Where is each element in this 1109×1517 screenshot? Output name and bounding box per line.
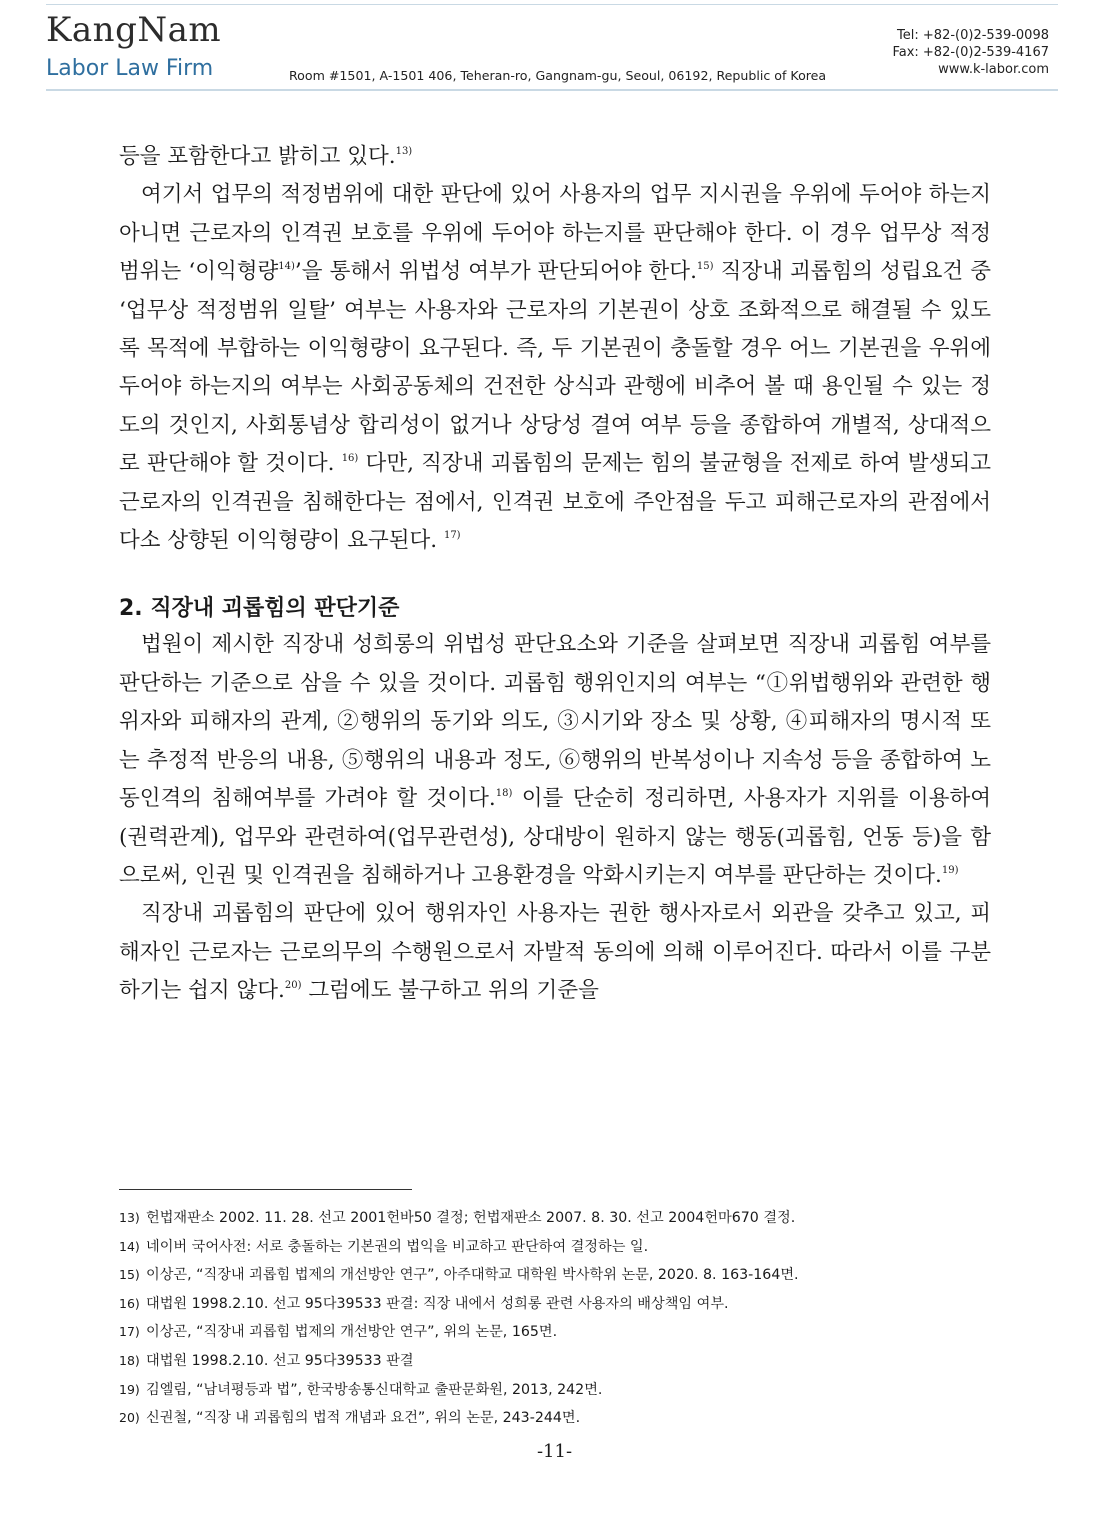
header-top-rule: [46, 4, 1058, 5]
paragraph-criteria: [119, 626, 991, 895]
footnote-ref: 17): [443, 530, 461, 542]
firm-contact: [892, 27, 1049, 78]
footnote-item: [119, 1376, 1019, 1405]
footnote-ref: 15): [696, 261, 714, 273]
footnote-item: [119, 1233, 1019, 1262]
footnote-separator: [119, 1189, 412, 1190]
document-body: [119, 138, 991, 1011]
paragraph-text: 다만, 직장내 괴롭힘의 문제는 힘의 불균형을 전제로 하여 발생되고 근로자의 인격권을 침해한다는 점에서, 인격권 보호에 주안점을 두고 피해근로자의 관점에서 다소 상향된 이익형량이 요구된다.: [119, 451, 992, 554]
paragraph-appropriate-scope: [119, 176, 991, 560]
footnote-text: 이상곤, “직장내 괴롭힘 법제의 개선방안 연구”, 위의 논문, 165면.: [146, 1324, 558, 1341]
footnote-text: 김엘림, “남녀평등과 법”, 한국방송통신대학교 출판문화원, 2013, 242면.: [146, 1381, 603, 1398]
footnote-item: [119, 1404, 1019, 1433]
firm-website: www.k-labor.com: [938, 62, 1049, 77]
footnote-number: 14): [119, 1238, 140, 1254]
footnote-text: 대법원 1998.2.10. 선고 95다39533 판결: 직장 내에서 성희롱 관련 사용자의 배상책임 여부.: [146, 1295, 729, 1312]
firm-address: Room #1501, A-1501 406, Teheran-ro, Gangnam-gu, Seoul, 06192, Republic of Korea: [289, 68, 827, 83]
footnote-ref: 20): [284, 980, 302, 992]
paragraph-text: 직장내 괴롭힘의 성립요건 중 ‘업무상 적정범위 일탈’ 여부는 사용자와 근로자의 기본권이 상호 조화적으로 해결될 수 있도록 목적에 부합하는 이익형량이 요구된다. 즉, 두 기본권이 충돌할 경우 어느 기본권을 우위에 두어야 하는지의 여부는 사회공동체의 건전한 상식과 관행에 비추어 볼 때 용인될 수 있는 정도의 것인지, 사회통념상 합리성이 없거나 상당성 결여 여부 등을 종합하여 개별적, 상대적으로 판단해야 할 것이다.: [119, 259, 991, 477]
footnote-text: 이상곤, “직장내 괴롭힘 법제의 개선방안 연구”, 아주대학교 대학원 박사학위 논문, 2020. 8. 163-164면.: [146, 1267, 799, 1284]
footnote-item: [119, 1347, 1019, 1376]
footnote-number: 16): [119, 1295, 140, 1311]
paragraph-text: 등을 포함한다고 밝히고 있다.: [119, 144, 396, 169]
footnote-number: 20): [119, 1410, 140, 1426]
footnote-ref: 16): [341, 453, 359, 465]
footnote-text: 헌법재판소 2002. 11. 28. 선고 2001헌바50 결정; 헌법재판소 2007. 8. 30. 선고 2004헌마670 결정.: [146, 1210, 796, 1226]
paragraph-text: ’을 통해서 위법성 여부가 판단되어야 한다.: [294, 259, 697, 285]
paragraph-text: 법원이 제시한 직장내 성희롱의 위법성 판단요소와 기준을 살펴보면 직장내 괴롭힘 여부를 판단하는 기준으로 삼을 수 있을 것이다. 괴롭힘 행위인지의 여부는 “①위법행위와 관련한 행위자와 피해자의 관계, ②행위의 동기와 의도, ③시기와 장소 및 상황, ④피해자의 명시적 또는 추정적 반응의 내용, ⑤행위의 내용과 정도, ⑥행위의 반복성이나 지속성 등을 종합하여 노동인격의 침해여부를 가려야 할 것이다.: [119, 632, 991, 812]
footnote-number: 18): [119, 1352, 140, 1368]
paragraph-text: 직장내 괴롭힘의 판단에 있어 행위자인 사용자는 권한 행사자로서 외관을 갖추고 있고, 피해자인 근로자는 근로의무의 수행원으로서 자발적 동의에 의해 이루어진다. 따라서 이를 구분하기는 쉽지 않다.: [119, 901, 991, 1004]
footnote-item: [119, 1204, 1019, 1233]
footnote-item: [119, 1318, 1019, 1347]
firm-logo-name: KangNam: [46, 10, 222, 50]
section-heading: 2. 직장내 괴롭힘의 판단기준: [119, 596, 400, 622]
letterhead: [0, 0, 1109, 92]
paragraph-text: 여기서 업무의 적정범위에 대한 판단에 있어 사용자의 업무 지시권을 우위에 두어야 하는지 아니면 근로자의 인격권 보호를 우위에 두어야 하는지를 판단해야 한다. 이 경우 업무상 적정범위는 ‘이익형량: [119, 182, 991, 285]
paragraph-judgment: [119, 895, 991, 1010]
footnote-number: 15): [119, 1267, 140, 1283]
footnote-ref: 14): [278, 261, 295, 273]
footnote-text: 신권철, “직장 내 괴롭힘의 법적 개념과 요건”, 위의 논문, 243-244면.: [146, 1410, 581, 1427]
footnote-number: 17): [119, 1324, 140, 1340]
footnote-ref: 13): [395, 146, 413, 157]
paragraph-text: 그럼에도 불구하고 위의 기준을: [301, 978, 599, 1004]
firm-fax: Fax: +82-(0)2-539-4167: [892, 45, 1049, 60]
footnotes: [119, 1204, 1019, 1433]
footnote-ref: 18): [495, 788, 513, 800]
firm-logo-subtitle: Labor Law Firm: [46, 56, 214, 81]
footnote-item: [119, 1261, 1019, 1290]
footnote-number: 19): [119, 1381, 140, 1397]
footnote-number: 13): [119, 1210, 140, 1225]
footnote-item: [119, 1290, 1019, 1319]
footnote-text: 네이버 국어사전: 서로 충돌하는 기본권의 법익을 비교하고 판단하여 결정하는 일.: [146, 1238, 649, 1255]
firm-tel: Tel: +82-(0)2-539-0098: [897, 28, 1049, 43]
header-bottom-rule: [46, 89, 1058, 91]
footnote-text: 대법원 1998.2.10. 선고 95다39533 판결: [146, 1352, 414, 1369]
paragraph-text: 이를 단순히 정리하면, 사용자가 지위를 이용하여(권력관계), 업무와 관련하여(업무관련성), 상대방이 원하지 않는 행동(괴롭힘, 언동 등)을 함으로써, 인권 및 인격권을 침해하거나 고용환경을 악화시키는지 여부를 판단하는 것이다.: [119, 786, 991, 888]
footnote-ref: 19): [941, 864, 959, 876]
page-number: -11-: [536, 1441, 573, 1462]
paragraph-continuation: [119, 138, 991, 176]
